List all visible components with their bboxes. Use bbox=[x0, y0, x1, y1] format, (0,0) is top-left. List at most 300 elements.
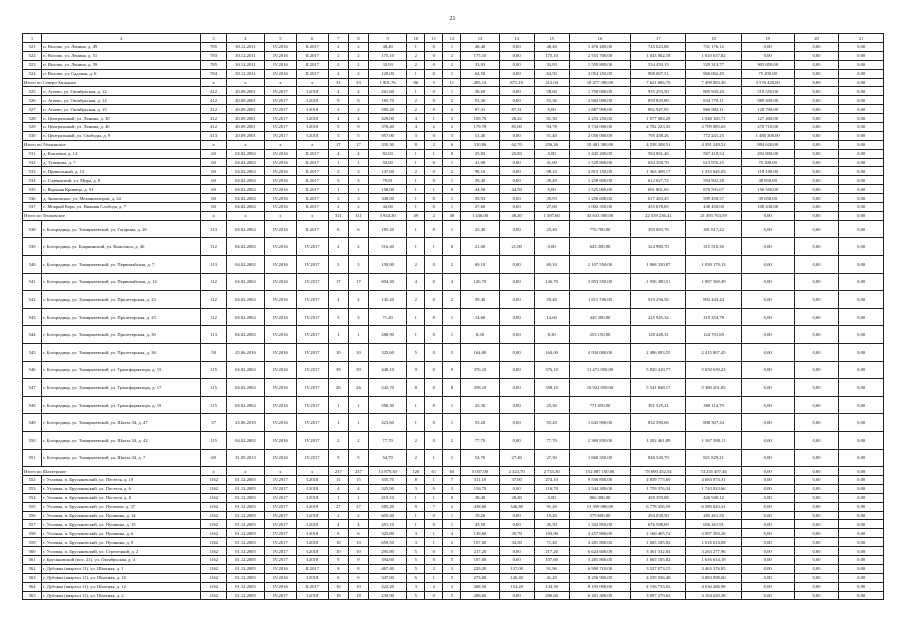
table-cell: 0,00 bbox=[794, 538, 839, 547]
table-cell: 412 bbox=[201, 123, 226, 132]
table-cell: 935 253,50 bbox=[631, 87, 686, 96]
table-cell: 4 bbox=[348, 87, 368, 96]
table-cell: 1 bbox=[443, 511, 461, 520]
table-cell: 26 bbox=[348, 379, 368, 397]
table-cell: 0,00 bbox=[741, 502, 794, 511]
table-cell: 59,40 bbox=[534, 291, 569, 309]
table-cell: 554 bbox=[23, 493, 42, 502]
table-cell: 0 bbox=[425, 591, 443, 600]
table-cell: 2 bbox=[407, 60, 425, 69]
table-cell: 17 bbox=[328, 140, 348, 149]
table-cell: 4 239 556,40 bbox=[631, 573, 686, 582]
table-cell: 0,00 bbox=[794, 194, 839, 203]
table-cell: 0,00 bbox=[794, 176, 839, 185]
address-cell: с. Верхняя Кривица, д. 53 bbox=[42, 185, 201, 194]
table-cell: 04.02.2002 bbox=[226, 220, 264, 238]
table-cell: 17 bbox=[348, 140, 368, 149]
table-cell: 0,00 bbox=[794, 158, 839, 167]
table-cell: 288,90 bbox=[369, 326, 407, 344]
table-cell: 659,50 bbox=[369, 538, 407, 547]
table-cell: 0,00 bbox=[794, 493, 839, 502]
table-cell: 557 bbox=[23, 520, 42, 529]
table-cell: 0,00 bbox=[794, 484, 839, 493]
table-cell: 112 bbox=[201, 238, 226, 256]
table-cell: 0,00 bbox=[839, 431, 884, 449]
table-cell: 1 956 380,51 bbox=[631, 273, 686, 291]
address-cell: г. Дубовка (квартал 11), ул. Шахтная, д. 1 bbox=[42, 564, 201, 573]
table-cell: 347,00 bbox=[369, 573, 407, 582]
table-cell: 107,60 bbox=[461, 538, 499, 547]
header-cell: 14 bbox=[499, 34, 534, 43]
table-cell: 451,10 bbox=[369, 520, 407, 529]
table-cell: IV.2016 bbox=[265, 149, 297, 158]
header-cell: 2 bbox=[42, 34, 201, 43]
table-cell: 0,00 bbox=[499, 176, 534, 185]
table-cell: 60 bbox=[201, 194, 226, 203]
table-cell: 0,00 bbox=[534, 149, 569, 158]
table-cell: 0,00 bbox=[741, 43, 794, 52]
address-cell: г. Богородицк, ул. Тимирязевской, ул. Первомайская, д. 7 bbox=[42, 256, 201, 274]
table-cell: 866 300,00 bbox=[569, 493, 631, 502]
table-cell: 0,00 bbox=[839, 547, 884, 556]
table-cell: 1 bbox=[328, 493, 348, 502]
table-cell: 116,70 bbox=[461, 484, 499, 493]
table-cell: 04.02.2002 bbox=[226, 167, 264, 176]
table-cell: IV.2017 bbox=[265, 502, 297, 511]
table-cell: 546 bbox=[23, 361, 42, 379]
address-cell: г. Брусяновский (пос. 21), ул. Октябрьская, д. 4 bbox=[42, 556, 201, 565]
table-cell: 01.12.2005 bbox=[226, 547, 264, 556]
table-cell: 04.02.2002 bbox=[226, 379, 264, 397]
table-cell: 2 bbox=[425, 140, 443, 149]
table-cell: 0,00 bbox=[839, 476, 884, 485]
table-cell: 551 bbox=[23, 449, 42, 467]
address-cell: п. Агеево, ул. Октябрьская, д. 14 bbox=[42, 96, 201, 105]
table-cell: 5 bbox=[443, 556, 461, 565]
address-cell: г. Богородицк, ул. Тимирязевской, ул. Трансформатора, д. 17 bbox=[42, 379, 201, 397]
table-cell: 0,00 bbox=[794, 60, 839, 69]
table-cell: 7 499 883,30 bbox=[686, 78, 741, 87]
table-cell: 4 391 249,52 bbox=[686, 140, 741, 149]
table-cell: 567 418,54 bbox=[686, 149, 741, 158]
table-cell: 0 bbox=[425, 547, 443, 556]
table-cell: 4 934 000,00 bbox=[569, 343, 631, 361]
table-cell: 1 bbox=[407, 396, 425, 414]
table-cell: x bbox=[201, 467, 226, 476]
table-cell: 8 bbox=[407, 379, 425, 397]
table-cell: 39 bbox=[328, 361, 348, 379]
table-cell: 0,00 bbox=[839, 87, 884, 96]
table-cell: 0,00 bbox=[839, 114, 884, 123]
table-cell: 0,00 bbox=[499, 511, 534, 520]
table-cell: 6 624 600,00 bbox=[569, 547, 631, 556]
table-cell: IV.2016 bbox=[265, 185, 297, 194]
table-cell: 3 bbox=[328, 167, 348, 176]
table-cell: 10 481 300,00 bbox=[569, 140, 631, 149]
table-cell: 3 bbox=[407, 582, 425, 591]
table-cell: 206,60 bbox=[461, 591, 499, 600]
table-cell: 2 415 807,45 bbox=[686, 343, 741, 361]
table-cell: 533 bbox=[23, 167, 42, 176]
table-row bbox=[23, 396, 884, 414]
table-cell: 656 261,91 bbox=[686, 520, 741, 529]
table-cell: 20.09.2001 bbox=[226, 96, 264, 105]
table-cell: 0,00 bbox=[839, 343, 884, 361]
table-cell: 0,00 bbox=[794, 564, 839, 573]
table-cell: 0 bbox=[425, 326, 443, 344]
table-cell: II.2017 bbox=[296, 69, 328, 78]
table-cell: 75 300,00 bbox=[741, 158, 794, 167]
table-cell: I.2018 bbox=[296, 502, 328, 511]
table-cell: Итого по Северо-Западное bbox=[23, 78, 201, 87]
table-cell: 04.02.2002 bbox=[226, 308, 264, 326]
table-cell: 126,70 bbox=[461, 273, 499, 291]
table-cell: 33,93 bbox=[369, 60, 407, 69]
table-cell: 4 bbox=[328, 520, 348, 529]
table-cell: 0,00 bbox=[794, 476, 839, 485]
table-cell: 1 bbox=[425, 529, 443, 538]
table-cell: 65 bbox=[443, 467, 461, 476]
table-cell: 1162 bbox=[201, 538, 226, 547]
table-row bbox=[23, 176, 884, 185]
table-cell: 2 bbox=[443, 431, 461, 449]
table-cell: 0,00 bbox=[794, 87, 839, 96]
table-cell: x bbox=[296, 140, 328, 149]
table-cell: 0,00 bbox=[794, 573, 839, 582]
table-cell: 9 bbox=[328, 96, 348, 105]
table-cell: 2 bbox=[328, 60, 348, 69]
table-cell: 0,00 bbox=[794, 203, 839, 212]
table-cell: 0,00 bbox=[794, 467, 839, 476]
table-cell: 01.12.2005 bbox=[226, 573, 264, 582]
table-cell: 8 bbox=[328, 564, 348, 573]
table-row bbox=[23, 449, 884, 467]
table-cell: 0,00 bbox=[499, 520, 534, 529]
table-cell: 2 684 000,00 bbox=[569, 96, 631, 105]
table-cell: 1162 bbox=[201, 476, 226, 485]
table-cell: 2 369 850,00 bbox=[569, 431, 631, 449]
table-cell: 2 bbox=[348, 51, 368, 60]
table-cell: 0,00 bbox=[499, 43, 534, 52]
table-cell: 795 458,26 bbox=[631, 131, 686, 140]
table-cell: 919 256,56 bbox=[631, 291, 686, 309]
table-cell: 37,00 bbox=[499, 476, 534, 485]
table-cell: 834 770,11 bbox=[686, 96, 741, 105]
table-cell: 11 bbox=[443, 78, 461, 87]
address-cell: п. Славянский, ул. Мира, д. 8 bbox=[42, 176, 201, 185]
table-cell: 44,50 bbox=[499, 185, 534, 194]
table-cell: 2 bbox=[328, 203, 348, 212]
table-cell: 0,00 bbox=[794, 414, 839, 432]
table-cell: 206,60 bbox=[534, 591, 569, 600]
table-cell: 4 156 733,02 bbox=[631, 582, 686, 591]
table-cell: 0 bbox=[425, 256, 443, 274]
table-cell: 127 400,00 bbox=[741, 114, 794, 123]
table-cell: II.2017 bbox=[296, 167, 328, 176]
table-cell: 41,00 bbox=[461, 158, 499, 167]
table-cell: 0,00 bbox=[839, 582, 884, 591]
table-cell: 4 bbox=[443, 529, 461, 538]
table-cell: 0,00 bbox=[794, 220, 839, 238]
table-cell: 1 665 185,82 bbox=[631, 556, 686, 565]
table-cell: 0,00 bbox=[839, 60, 884, 69]
table-cell: 0,00 bbox=[794, 379, 839, 397]
table-cell: x bbox=[226, 78, 264, 87]
header-cell: 15 bbox=[534, 34, 569, 43]
table-cell: IV.2017 bbox=[296, 273, 328, 291]
table-cell: II.2017 bbox=[296, 51, 328, 60]
table-cell: II.2017 bbox=[296, 582, 328, 591]
table-cell: 60 bbox=[201, 203, 226, 212]
address-cell: п. Волово, ул. Ленина, д. 49 bbox=[42, 43, 201, 52]
table-cell: 1 bbox=[407, 87, 425, 96]
table-row bbox=[23, 87, 884, 96]
table-cell: 0,00 bbox=[499, 87, 534, 96]
table-cell: 550 bbox=[23, 431, 42, 449]
table-cell: 20.09.2001 bbox=[226, 123, 264, 132]
table-cell: 147,60 bbox=[369, 167, 407, 176]
table-row bbox=[23, 238, 884, 256]
table-cell: 413 bbox=[201, 131, 226, 140]
table-cell: 9 bbox=[348, 556, 368, 565]
table-cell: 60 bbox=[201, 167, 226, 176]
table-cell: 0,00 bbox=[794, 131, 839, 140]
table-cell: 5 bbox=[443, 343, 461, 361]
table-cell: Итого по Тёплинское bbox=[23, 140, 201, 149]
table-cell: 7 bbox=[425, 502, 443, 511]
table-cell: 0,00 bbox=[794, 511, 839, 520]
table-cell: x bbox=[201, 140, 226, 149]
table-cell: 0,00 bbox=[499, 256, 534, 274]
table-cell: 6 bbox=[328, 220, 348, 238]
table-cell: 04.02.2002 bbox=[226, 158, 264, 167]
table-cell: 0,00 bbox=[839, 51, 884, 60]
table-cell: 0,00 bbox=[741, 520, 794, 529]
table-row bbox=[23, 431, 884, 449]
table-cell: 3 527 073,15 bbox=[631, 564, 686, 573]
table-cell: I.2018 bbox=[296, 484, 328, 493]
table-cell: 7 621 606,70 bbox=[631, 78, 686, 87]
table-cell: 1 202 461,89 bbox=[631, 431, 686, 449]
table-cell: 1 bbox=[425, 538, 443, 547]
table-cell: 139,60 bbox=[461, 529, 499, 538]
table-cell: 1162 bbox=[201, 573, 226, 582]
table-cell: 0 bbox=[425, 51, 443, 60]
table-cell: 1 bbox=[407, 203, 425, 212]
table-cell: 3 bbox=[443, 484, 461, 493]
table-cell: 1 bbox=[425, 238, 443, 256]
table-cell: 285 461,50 bbox=[686, 511, 741, 520]
table-cell: 529 bbox=[23, 123, 42, 132]
table-cell: 0,00 bbox=[499, 591, 534, 600]
table-cell: 0,00 bbox=[839, 273, 884, 291]
table-cell: 1 bbox=[348, 158, 368, 167]
table-cell: II.2017 bbox=[296, 185, 328, 194]
table-cell: 0,00 bbox=[794, 167, 839, 176]
table-cell: 0 bbox=[425, 87, 443, 96]
table-cell: 0,00 bbox=[794, 326, 839, 344]
table-cell: 112 bbox=[201, 291, 226, 309]
table-cell: 3 bbox=[348, 194, 368, 203]
table-cell: 0,00 bbox=[839, 96, 884, 105]
table-cell: 2 bbox=[328, 511, 348, 520]
table-cell: 5 380 201,83 bbox=[686, 379, 741, 397]
table-cell: 0 bbox=[425, 431, 443, 449]
table-cell: 9 bbox=[407, 502, 425, 511]
table-cell: 5 bbox=[328, 449, 348, 467]
table-cell: 2 bbox=[328, 105, 348, 114]
table-cell: 562 bbox=[23, 564, 42, 573]
table-cell: 529 313,77 bbox=[686, 60, 741, 69]
table-cell: 2 bbox=[348, 105, 368, 114]
table-cell: 0,00 bbox=[741, 211, 794, 220]
table-cell: 518 550,00 bbox=[741, 87, 794, 96]
table-cell: 884 620,00 bbox=[741, 140, 794, 149]
table-cell: 01.12.2005 bbox=[226, 484, 264, 493]
table-cell: 1 616 614,18 bbox=[686, 556, 741, 565]
table-cell: IV.2016 bbox=[265, 69, 297, 78]
table-cell: 0,00 bbox=[794, 256, 839, 274]
table-cell: 2 bbox=[425, 123, 443, 132]
table-cell: IV.2017 bbox=[265, 131, 297, 140]
table-cell: 0,00 bbox=[839, 291, 884, 309]
table-row bbox=[23, 123, 884, 132]
table-cell: 1 901,76 bbox=[369, 78, 407, 87]
table-cell: 175,10 bbox=[461, 51, 499, 60]
address-cell: г. Дубовка (квартал 11), ул. Шахтная, д. 2 bbox=[42, 591, 201, 600]
table-cell: 0,00 bbox=[839, 556, 884, 565]
table-cell: 2 bbox=[407, 167, 425, 176]
table-cell: 676 591,07 bbox=[686, 185, 741, 194]
table-cell: 0,00 bbox=[794, 520, 839, 529]
table-cell: 538 bbox=[23, 220, 42, 238]
table-cell: 2 bbox=[348, 238, 368, 256]
table-cell: 34,50 bbox=[499, 538, 534, 547]
table-cell: 957,00 bbox=[369, 131, 407, 140]
table-cell: 1 bbox=[443, 326, 461, 344]
table-cell: 1 bbox=[443, 220, 461, 238]
table-cell: 9 bbox=[328, 123, 348, 132]
table-cell: 552 bbox=[23, 476, 42, 485]
address-cell: п. Волово, ул. Садовая, д. 6 bbox=[42, 69, 201, 78]
table-cell: 2 bbox=[328, 431, 348, 449]
table-cell: 4 bbox=[407, 273, 425, 291]
table-cell: 4 538 208,51 bbox=[631, 140, 686, 149]
table-cell: 2 553 700,00 bbox=[569, 51, 631, 60]
table-cell: 0,00 bbox=[499, 131, 534, 140]
address-cell: г. Узловая, п. Брусяновский, ул. Пестеля, д. 10 bbox=[42, 476, 201, 485]
table-cell: 1162 bbox=[201, 529, 226, 538]
table-cell: 643 300,00 bbox=[569, 238, 631, 256]
table-cell: 04.02.2002 bbox=[226, 326, 264, 344]
table-cell: 59,40 bbox=[461, 291, 499, 309]
table-cell: 27 bbox=[348, 502, 368, 511]
table-cell: 0 bbox=[425, 203, 443, 212]
table-cell: 0,00 bbox=[741, 493, 794, 502]
table-cell: 1 616 614,08 bbox=[686, 538, 741, 547]
page-number: 21 bbox=[449, 16, 456, 22]
table-cell: 0,00 bbox=[794, 308, 839, 326]
table-cell: 77,70 bbox=[534, 431, 569, 449]
table-cell: 4 bbox=[407, 123, 425, 132]
table-cell: 295,80 bbox=[369, 547, 407, 556]
table-cell: I.2018 bbox=[296, 529, 328, 538]
table-cell: 38 bbox=[443, 211, 461, 220]
table-cell: IV.2017 bbox=[265, 114, 297, 123]
table-cell: 564 bbox=[23, 582, 42, 591]
table-cell: 74 235 497,46 bbox=[686, 467, 741, 476]
table-cell: 14,60 bbox=[461, 308, 499, 326]
table-cell: 28,40 bbox=[499, 493, 534, 502]
table-cell: 2 bbox=[407, 449, 425, 467]
table-row bbox=[23, 167, 884, 176]
table-cell: 553 bbox=[23, 484, 42, 493]
table-cell: 772 241,25 bbox=[686, 131, 741, 140]
table-cell: IV.2016 bbox=[265, 361, 297, 379]
table-cell: 13 359 000,00 bbox=[569, 502, 631, 511]
table-cell: 3 bbox=[348, 256, 368, 274]
table-cell: 358,10 bbox=[461, 379, 499, 397]
table-row bbox=[23, 114, 884, 123]
table-cell: 0,00 bbox=[499, 194, 534, 203]
table-cell: 103,90 bbox=[534, 529, 569, 538]
table-cell: 50,00 bbox=[369, 158, 407, 167]
table-cell: 3 bbox=[407, 131, 425, 140]
table-row bbox=[23, 291, 884, 309]
table-cell: 112 bbox=[201, 273, 226, 291]
table-cell: 0,00 bbox=[499, 431, 534, 449]
table-cell: 0 bbox=[425, 43, 443, 52]
table-cell: 423,60 bbox=[369, 414, 407, 432]
table-cell: 33 bbox=[348, 78, 368, 87]
table-cell: 585,20 bbox=[369, 502, 407, 511]
table-cell: 0 bbox=[425, 556, 443, 565]
table-cell: 5 bbox=[443, 573, 461, 582]
table-cell: 0,00 bbox=[794, 449, 839, 467]
table-cell: 0,00 bbox=[794, 51, 839, 60]
table-cell: x bbox=[265, 78, 297, 87]
table-cell: 217,20 bbox=[461, 547, 499, 556]
table-cell: 5 bbox=[425, 78, 443, 87]
table-cell: 45,50 bbox=[461, 520, 499, 529]
table-cell: 1 529 800,00 bbox=[569, 158, 631, 167]
table-cell: 261,60 bbox=[369, 87, 407, 96]
table-cell: 612 027,72 bbox=[631, 176, 686, 185]
table-cell: 0 bbox=[425, 379, 443, 397]
table-cell: 2 709 085,65 bbox=[686, 123, 741, 132]
table-cell: I.2018 bbox=[296, 591, 328, 600]
table-cell: 3 bbox=[443, 131, 461, 140]
table-cell: 58,60 bbox=[534, 87, 569, 96]
table-cell: 0,00 bbox=[499, 484, 534, 493]
table-cell: 10 bbox=[328, 547, 348, 556]
table-cell: 528 bbox=[23, 114, 42, 123]
table-cell: IV.2017 bbox=[265, 493, 297, 502]
table-cell: IV.2017 bbox=[265, 547, 297, 556]
table-cell: 225 945,32 bbox=[631, 308, 686, 326]
table-cell: 109,76 bbox=[461, 114, 499, 123]
table-row bbox=[23, 203, 884, 212]
table-row bbox=[23, 529, 884, 538]
table-cell: 19,20 bbox=[534, 511, 569, 520]
table-cell: 0,00 bbox=[741, 547, 794, 556]
table-cell: 2 bbox=[348, 431, 368, 449]
table-cell: 2 bbox=[348, 43, 368, 52]
table-cell: 2 bbox=[407, 96, 425, 105]
table-cell: 599 458,57 bbox=[686, 194, 741, 203]
table-cell: 0,00 bbox=[839, 140, 884, 149]
table-cell: x bbox=[265, 140, 297, 149]
